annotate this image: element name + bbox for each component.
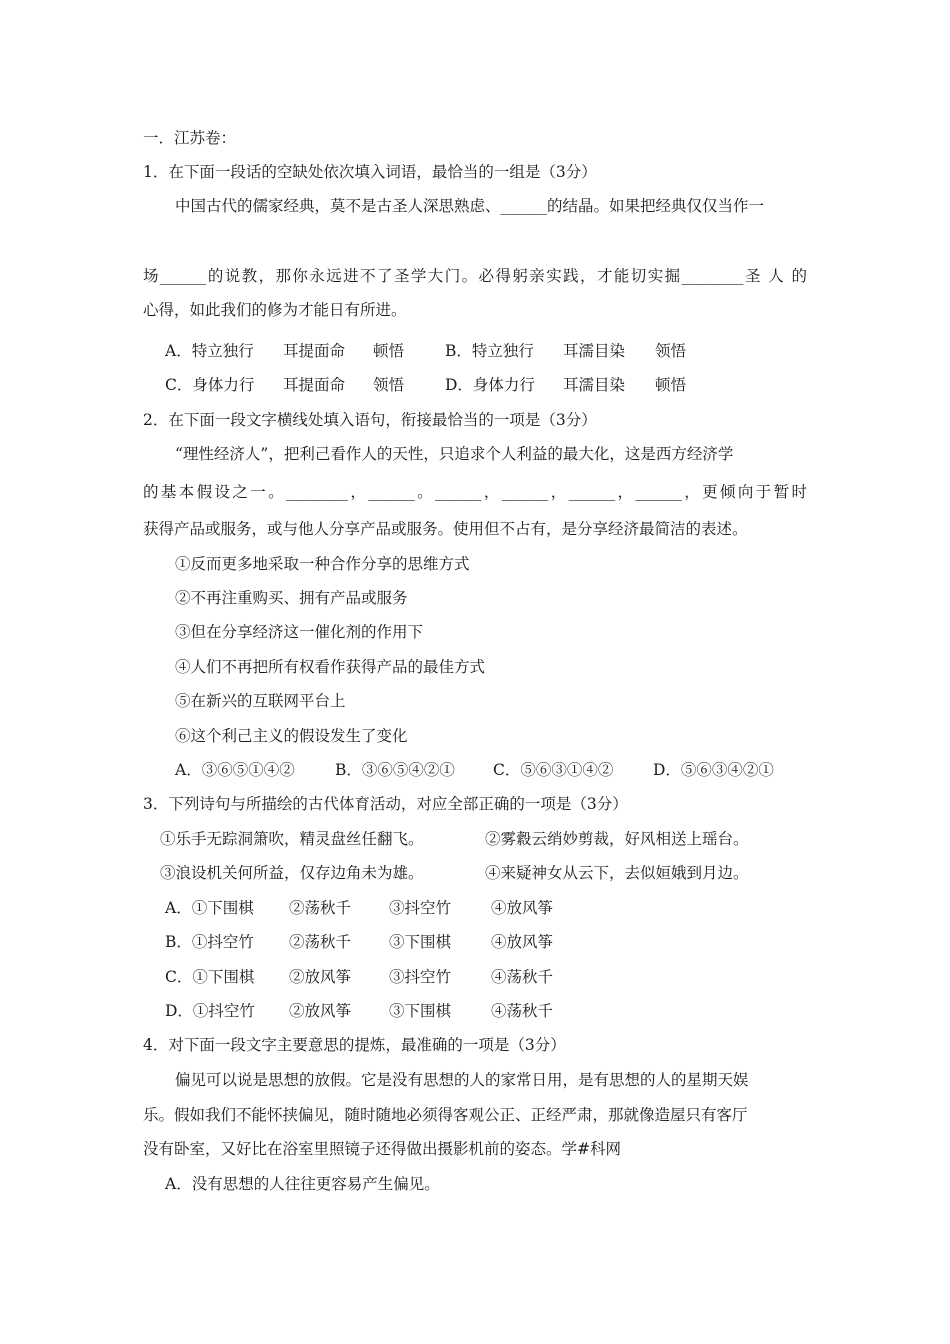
q4-passage-line: 偏见可以说是思想的放假。它是没有思想的人的家常日用，是有思想的人的星期天娱 <box>175 1071 749 1089</box>
q3-option-item: ④荡秋千 <box>491 968 554 986</box>
q1-option-c-word: 耳提面命 <box>283 376 346 394</box>
q1-option-b: B．特立独行 <box>445 342 534 360</box>
q1-stem: 1．在下面一段话的空缺处依次填入词语，最恰当的一组是（3分） <box>143 163 597 181</box>
section-title: 一．江苏卷： <box>143 129 237 147</box>
q2-sentence: ①反而更多地采取一种合作分享的思维方式 <box>175 555 470 573</box>
q3-poem-1: ①乐手无踪洞箫吹，精灵盘丝任翻飞。 <box>160 830 424 848</box>
q3-option-item: ③抖空竹 <box>389 899 452 917</box>
q3-option-item: ④放风筝 <box>491 899 554 917</box>
q3-poem-3: ③浪设机关何所益，仅存边角未为雄。 <box>160 864 424 882</box>
q3-poem-2: ②雾縠云绡妙剪裁，好风相送上瑶台。 <box>485 830 749 848</box>
q3-option-label: D．①抖空竹 <box>165 1002 255 1020</box>
q3-stem: 3．下列诗句与所描绘的古代体育活动，对应全部正确的一项是（3分） <box>143 795 628 813</box>
q3-option-b-row <box>165 932 553 952</box>
q1-option-c-word: 领悟 <box>373 376 405 394</box>
q2-sentence: ②不再注重购买、拥有产品或服务 <box>175 589 408 607</box>
q3-option-label: A．①下围棋 <box>165 899 254 917</box>
q2-sentence: ③但在分享经济这一催化剂的作用下 <box>175 623 424 641</box>
q2-passage-line: “理性经济人”，把利己看作人的天性，只追求个人利益的最大化，这是西方经济学 <box>175 445 734 463</box>
q1-option-a-word: 耳提面命 <box>283 342 346 360</box>
q1-option-d-word: 耳濡目染 <box>563 376 626 394</box>
q4-stem: 4．对下面一段文字主要意思的提炼，最准确的一项是（3分） <box>143 1036 566 1054</box>
q1-option-d-word: 顿悟 <box>655 376 687 394</box>
q3-option-item: ④荡秋千 <box>491 1002 554 1020</box>
q1-option-b-word: 耳濡目染 <box>563 342 626 360</box>
q1-option-a: A．特立独行 <box>165 342 254 360</box>
q1-option-a-word: 顿悟 <box>373 342 405 360</box>
q3-option-a-row <box>165 898 553 918</box>
q2-stem: 2．在下面一段文字横线处填入语句，衔接最恰当的一项是（3分） <box>143 411 597 429</box>
q1-passage-line: 中国古代的儒家经典，莫不是古圣人深思熟虑、______的结晶。如果把经典仅仅当作一 <box>175 197 765 215</box>
q3-poem-row <box>160 863 749 883</box>
q4-option-a: A．没有思想的人往往更容易产生偏见。 <box>165 1175 440 1193</box>
q3-poem-row <box>160 829 749 849</box>
q3-option-item: ③下围棋 <box>389 933 452 951</box>
q3-option-item: ④放风筝 <box>491 933 554 951</box>
q4-passage-line: 乐。假如我们不能怀挟偏见，随时随地必须得客观公正、正经严肃，那就像造屋只有客厅 <box>143 1106 748 1124</box>
q2-option-a: A．③⑥⑤①④② <box>175 761 295 779</box>
q2-options-row <box>175 760 774 780</box>
q2-option-c: C．⑤⑥③①④② <box>493 761 614 779</box>
q2-sentence: ⑤在新兴的互联网平台上 <box>175 692 346 710</box>
q3-option-item: ②荡秋千 <box>289 933 352 951</box>
q3-option-d-row <box>165 1001 553 1021</box>
q2-sentence: ④人们不再把所有权看作获得产品的最佳方式 <box>175 658 486 676</box>
q3-option-item: ②放风筝 <box>289 968 352 986</box>
q3-option-item: ②荡秋千 <box>289 899 352 917</box>
q4-passage-line: 没有卧室，又好比在浴室里照镜子还得做出摄影机前的姿态。学#科网 <box>143 1140 621 1158</box>
q1-option-b-word: 领悟 <box>655 342 687 360</box>
q2-option-b: B．③⑥⑤④②① <box>335 761 455 779</box>
q3-option-label: B．①抖空竹 <box>165 933 254 951</box>
q2-passage-line: 获得产品或服务，或与他人分享产品或服务。使用但不占有，是分享经济最简洁的表述。 <box>143 520 748 538</box>
q2-passage-line: 的基本假设之一。________，______。______，______，______，______，更倾向于暂时 <box>143 483 807 501</box>
q2-sentence: ⑥这个利己主义的假设发生了变化 <box>175 727 408 745</box>
q3-poem-4: ④来疑神女从云下，去似姮娥到月边。 <box>485 864 749 882</box>
q1-passage-line: 心得，如此我们的修为才能日有所进。 <box>143 301 407 319</box>
q3-option-label: C．①下围棋 <box>165 968 255 986</box>
q3-option-c-row <box>165 967 553 987</box>
q1-option-c: C．身体力行 <box>165 376 255 394</box>
q1-options-row <box>165 341 686 361</box>
q2-option-d: D．⑤⑥③④②① <box>653 761 774 779</box>
q3-option-item: ③下围棋 <box>389 1002 452 1020</box>
q3-option-item: ③抖空竹 <box>389 968 452 986</box>
q3-option-item: ②放风筝 <box>289 1002 352 1020</box>
q1-options-row <box>165 375 686 395</box>
q1-option-d: D．身体力行 <box>445 376 535 394</box>
q1-passage-line: 场______的说教，那你永远进不了圣学大门。必得躬亲实践，才能切实掘________圣 人 的 <box>143 267 807 285</box>
